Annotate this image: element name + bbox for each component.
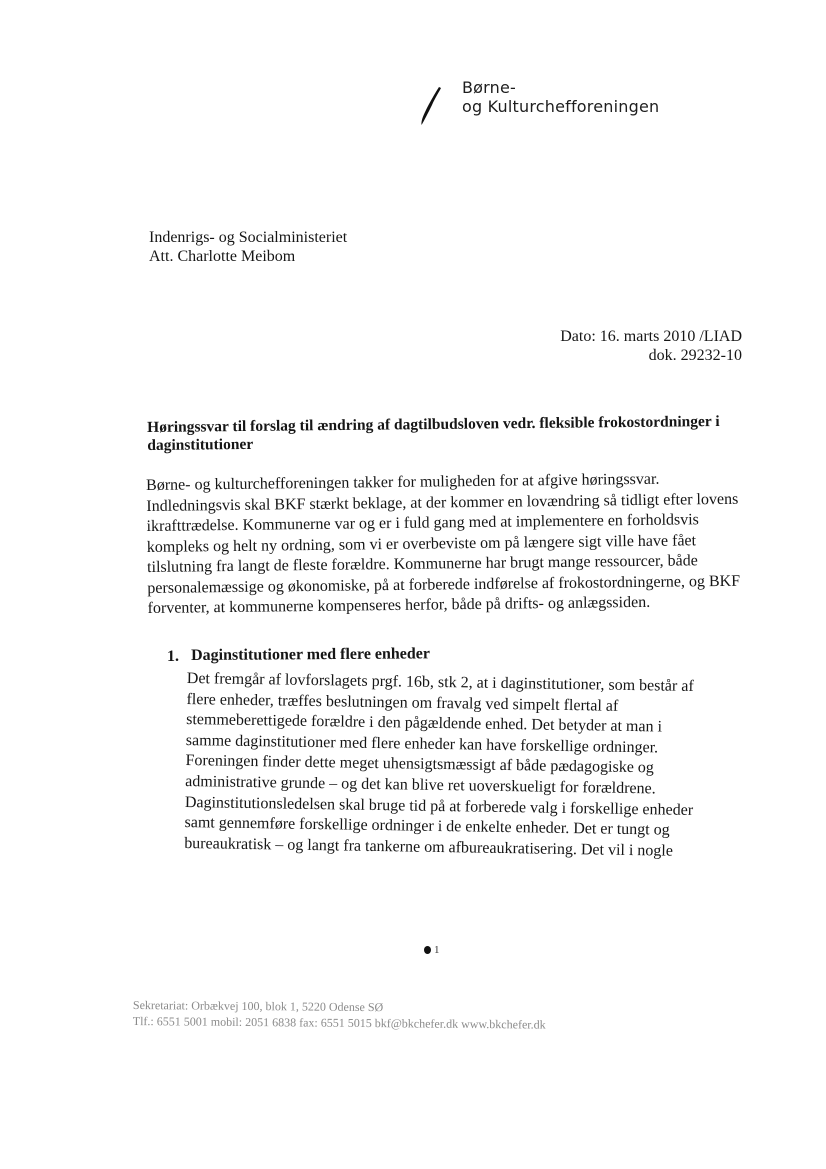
intro-line: Børne- og kulturchefforeningen takker for muligheden for at afgive høringssvar.	[146, 470, 660, 494]
section-line: samt gennemføre forskellige ordninger i de enkelte enheder. Det er tungt og	[184, 814, 670, 839]
logo-line-2: og Kulturchefforeningen	[462, 97, 660, 116]
subject-heading: Høringssvar til forslag til ændring af dagtilbudsloven vedr. fleksible frokostordninger i daginstitutioner	[147, 413, 720, 454]
section-line: bureaukratisk – og langt fra tankerne om afbureaukratisering. Det vil i nogle	[184, 834, 674, 860]
organization-logo-text	[462, 78, 659, 116]
recipient-line-2: Att. Charlotte Meibom	[149, 248, 296, 265]
date-line: Dato: 16. marts 2010 /LIAD	[560, 328, 742, 345]
intro-line: forventer, at kommunerne kompenseres herfor, både på drifts- og anlægssiden.	[147, 593, 651, 617]
section-line: flere enheder, træffes beslutningen om fravalg ved simpelt flertal af	[186, 690, 619, 715]
section-body	[184, 669, 747, 863]
page-number	[424, 944, 440, 956]
section-line: Det fremgår af lovforslagets prgf. 16b, stk 2, at i daginstitutioner, som består af	[186, 669, 694, 695]
intro-line: Indledningsvis skal BKF stærkt beklage, at der kommer en lovændring så tidligt efter lovens	[146, 490, 739, 515]
logo-line-1: Børne-	[462, 78, 517, 97]
section-line: Daginstitutionsledelsen skal bruge tid på at forberede valg i forskellige enheder	[184, 793, 694, 819]
intro-line: ikrafttrædelse. Kommunerne var og er i fuld gang med at implementere en forholdsvis	[146, 511, 699, 535]
intro-paragraph	[146, 469, 748, 620]
page-number-text: 1	[434, 944, 440, 956]
slash-logo-icon	[420, 86, 442, 126]
section-line: Foreningen finder dette meget uhensigtsmæssigt af både pædagogiske og	[185, 752, 654, 777]
recipient-address	[149, 228, 347, 266]
footer-phone-email: Tlf.: 6551 5001 mobil: 2051 6838 fax: 6551 5015 bkf@bkchefer.dk www.bkchefer.dk	[132, 1013, 546, 1032]
footer-address: Sekretariat: Orbækvej 100, blok 1, 5220 Odense SØ	[132, 997, 384, 1015]
date-block	[560, 327, 742, 365]
intro-line: kompleks og helt ny ordning, som vi er overbeviste om på længere sigt ville have fået	[146, 531, 697, 556]
bullet-icon	[424, 946, 431, 954]
section-number: 1.	[167, 648, 179, 665]
section-line: administrative grunde – og det kan blive ret uoverskueligt for forældrene.	[185, 772, 656, 798]
intro-line: tilslutning fra langt de fleste forældre. Kommunerne har brugt mange ressourcer, både	[147, 552, 698, 576]
document-number: dok. 29232-10	[648, 347, 742, 364]
intro-line: personalemæssige og økonomiske, på at forberede indførelse af frokostordningerne, og BKF	[147, 572, 741, 597]
recipient-line-1: Indenrigs- og Socialministeriet	[149, 229, 348, 246]
section-line: samme daginstitutioner med flere enheder kan have forskellige ordninger.	[185, 731, 659, 757]
section-title: Daginstitutioner med flere enheder	[191, 645, 431, 664]
footer-contact	[133, 997, 546, 1033]
section-line: stemmeberettigede forældre i den pågældende enhed. Det betyder at man i	[186, 711, 663, 736]
